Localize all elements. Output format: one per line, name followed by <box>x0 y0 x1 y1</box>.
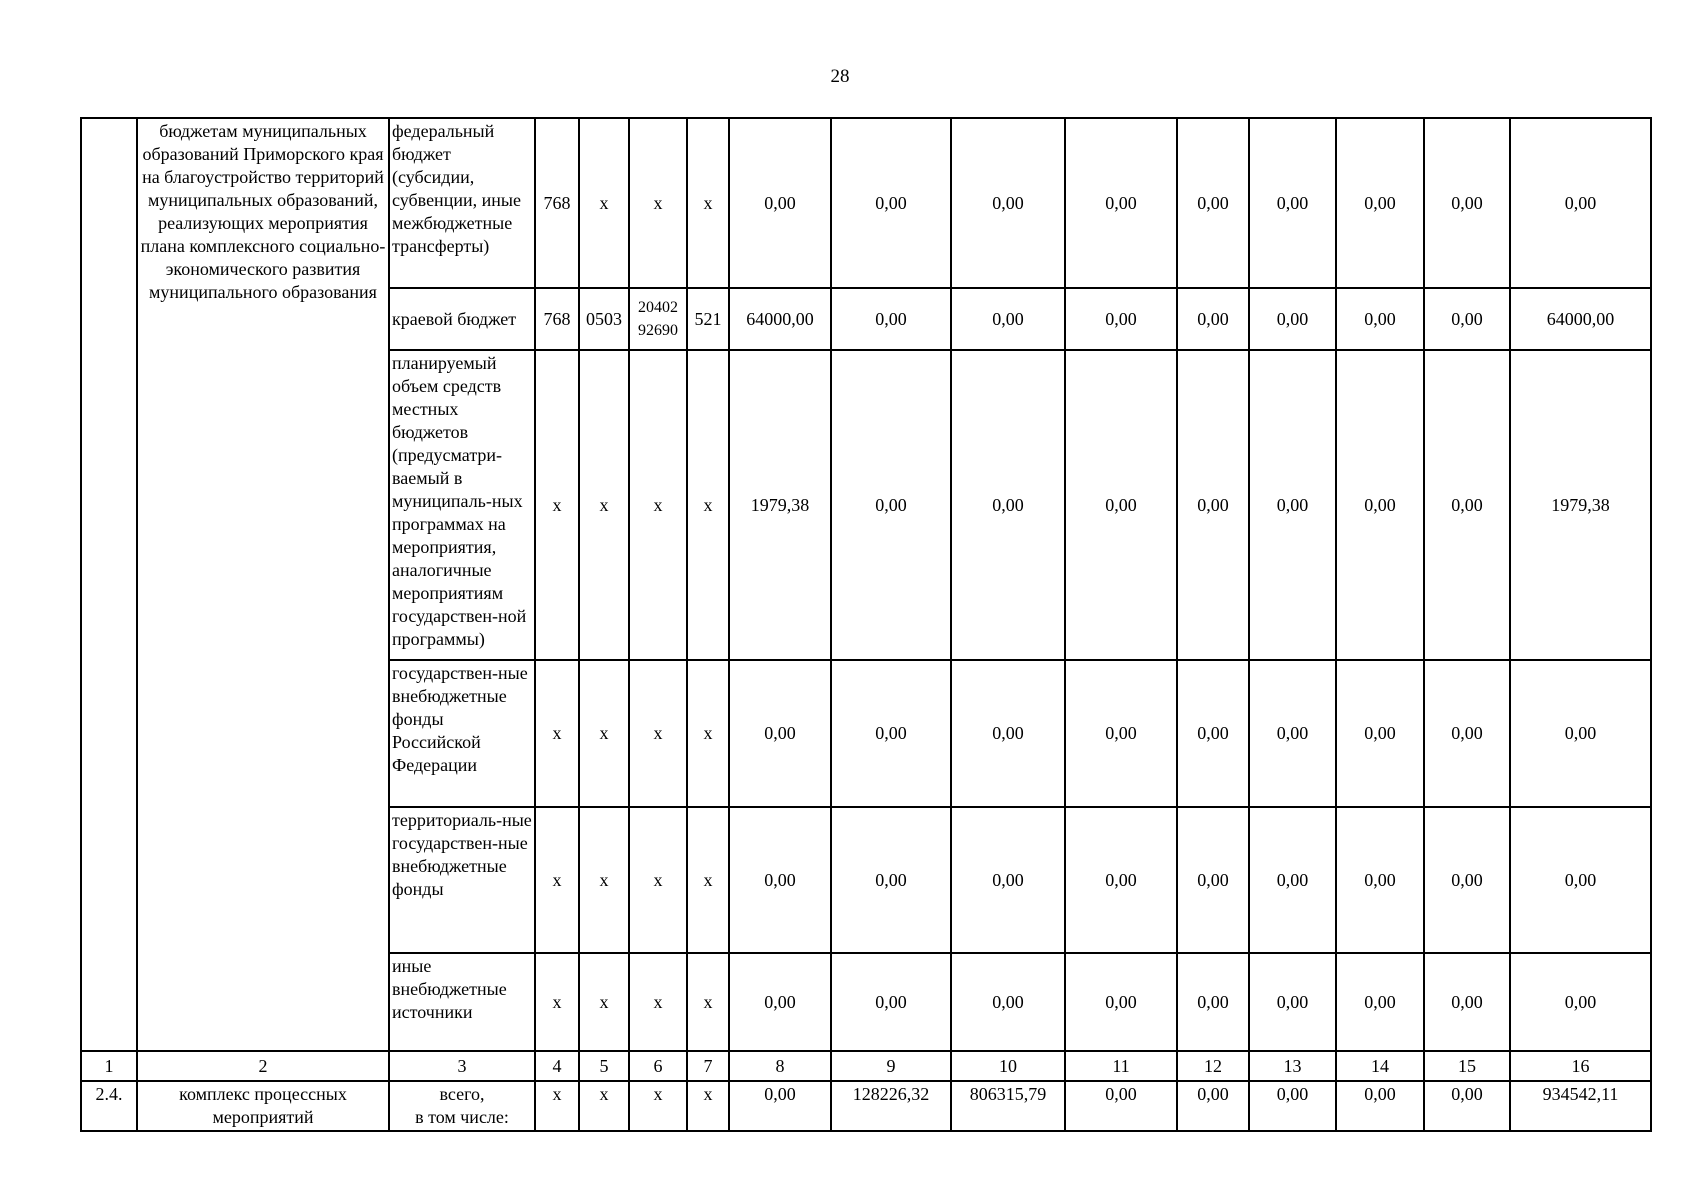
code-cell: х <box>687 1081 729 1131</box>
value-cell: 0,00 <box>831 807 951 953</box>
code-cell: х <box>579 660 629 807</box>
source-line: всего, <box>439 1084 485 1104</box>
total-cell: 934542,11 <box>1510 1081 1651 1131</box>
value-cell: 0,00 <box>729 953 831 1051</box>
value-cell: 0,00 <box>1336 288 1424 350</box>
value-cell: 0,00 <box>1424 807 1510 953</box>
source-cell <box>389 1081 535 1131</box>
value-cell: 0,00 <box>1424 1081 1510 1131</box>
measure-name-cell: бюджетам муниципальных образований Приморского края на благоустройство территорий муниципальных образований, реализующих мероприятия плана комплексного социально-экономического развития муниципального образования <box>137 118 389 1051</box>
value-cell: 0,00 <box>1424 350 1510 660</box>
source-cell: планируемый объем средств местных бюджетов (предусматри-ваемый в муниципаль-ных программах на мероприятия, аналогичные мероприятиям государствен-ной программы) <box>389 350 535 660</box>
source-cell: иные внебюджетные источники <box>389 953 535 1051</box>
code-cell: х <box>629 350 687 660</box>
value-cell: 0,00 <box>1336 118 1424 288</box>
code-cell: х <box>629 118 687 288</box>
code-cell: х <box>535 807 579 953</box>
total-cell: 0,00 <box>1510 807 1651 953</box>
source-cell: территориаль-ные государствен-ные внебюджетные фонды <box>389 807 535 953</box>
value-cell: 0,00 <box>1424 288 1510 350</box>
column-number: 15 <box>1424 1051 1510 1081</box>
value-cell: 0,00 <box>1336 953 1424 1051</box>
column-number: 16 <box>1510 1051 1651 1081</box>
table-row <box>81 118 1651 288</box>
column-number: 4 <box>535 1051 579 1081</box>
column-number: 3 <box>389 1051 535 1081</box>
value-cell: 0,00 <box>1249 288 1336 350</box>
value-cell: 0,00 <box>831 350 951 660</box>
value-cell: 0,00 <box>1065 953 1177 1051</box>
code-cell: 768 <box>535 288 579 350</box>
value-cell: 806315,79 <box>951 1081 1065 1131</box>
column-number: 1 <box>81 1051 137 1081</box>
code-cell: х <box>629 1081 687 1131</box>
code-cell: х <box>535 953 579 1051</box>
value-cell: 0,00 <box>1249 953 1336 1051</box>
value-cell: 0,00 <box>1177 1081 1249 1131</box>
table-row <box>81 1081 1651 1131</box>
value-cell: 0,00 <box>1177 288 1249 350</box>
code-part: 20402 <box>638 299 678 316</box>
column-number: 7 <box>687 1051 729 1081</box>
column-number: 9 <box>831 1051 951 1081</box>
value-cell: 0,00 <box>951 660 1065 807</box>
value-cell: 0,00 <box>831 953 951 1051</box>
value-cell: 0,00 <box>1065 350 1177 660</box>
value-cell: 0,00 <box>951 953 1065 1051</box>
value-cell: 0,00 <box>1065 1081 1177 1131</box>
value-cell: 0,00 <box>1065 288 1177 350</box>
value-cell: 0,00 <box>831 660 951 807</box>
value-cell: 0,00 <box>729 118 831 288</box>
value-cell: 0,00 <box>1336 807 1424 953</box>
row-number: 2.4. <box>81 1081 137 1131</box>
column-number: 14 <box>1336 1051 1424 1081</box>
value-cell: 0,00 <box>1249 660 1336 807</box>
target-article-code <box>629 288 687 350</box>
code-cell: х <box>579 1081 629 1131</box>
value-cell: 0,00 <box>1336 1081 1424 1131</box>
value-cell: 0,00 <box>951 350 1065 660</box>
code-cell: х <box>535 350 579 660</box>
value-cell: 0,00 <box>1249 807 1336 953</box>
total-cell: 0,00 <box>1510 953 1651 1051</box>
code-cell: х <box>687 660 729 807</box>
value-cell: 0,00 <box>1249 118 1336 288</box>
code-cell: х <box>629 807 687 953</box>
code-cell: х <box>535 1081 579 1131</box>
code-cell: х <box>535 660 579 807</box>
value-cell: 0,00 <box>831 118 951 288</box>
value-cell: 0,00 <box>1424 953 1510 1051</box>
code-cell: х <box>629 660 687 807</box>
value-cell: 0,00 <box>1336 660 1424 807</box>
column-number: 5 <box>579 1051 629 1081</box>
source-cell: государствен-ные внебюджетные фонды Российской Федерации <box>389 660 535 807</box>
value-cell: 0,00 <box>1177 118 1249 288</box>
value-cell: 0,00 <box>1065 118 1177 288</box>
value-cell: 128226,32 <box>831 1081 951 1131</box>
code-cell: х <box>687 350 729 660</box>
code-cell: 0503 <box>579 288 629 350</box>
value-cell: 0,00 <box>729 807 831 953</box>
value-cell: 0,00 <box>729 660 831 807</box>
code-cell: 768 <box>535 118 579 288</box>
value-cell: 0,00 <box>831 288 951 350</box>
code-cell: х <box>579 118 629 288</box>
measure-name-cell: комплекс процессных мероприятий <box>137 1081 389 1131</box>
value-cell: 0,00 <box>1177 807 1249 953</box>
value-cell: 0,00 <box>951 118 1065 288</box>
value-cell: 64000,00 <box>729 288 831 350</box>
code-cell: х <box>687 807 729 953</box>
column-number-row <box>81 1051 1651 1081</box>
value-cell: 0,00 <box>1249 350 1336 660</box>
value-cell: 0,00 <box>1177 660 1249 807</box>
column-number: 13 <box>1249 1051 1336 1081</box>
code-cell: х <box>579 350 629 660</box>
code-cell: х <box>579 807 629 953</box>
total-cell: 0,00 <box>1510 660 1651 807</box>
code-cell: х <box>629 953 687 1051</box>
total-cell: 1979,38 <box>1510 350 1651 660</box>
value-cell: 0,00 <box>1177 350 1249 660</box>
source-cell: федеральный бюджет (субсидии, субвенции, иные межбюджетные трансферты) <box>389 118 535 288</box>
code-cell: х <box>687 953 729 1051</box>
column-number: 11 <box>1065 1051 1177 1081</box>
value-cell: 0,00 <box>1249 1081 1336 1131</box>
source-line: в том числе: <box>415 1107 509 1127</box>
source-cell: краевой бюджет <box>389 288 535 350</box>
column-number: 10 <box>951 1051 1065 1081</box>
column-number: 8 <box>729 1051 831 1081</box>
page-number: 28 <box>830 66 850 87</box>
column-number: 6 <box>629 1051 687 1081</box>
column-number: 12 <box>1177 1051 1249 1081</box>
total-cell: 64000,00 <box>1510 288 1651 350</box>
value-cell: 0,00 <box>1336 350 1424 660</box>
value-cell: 1979,38 <box>729 350 831 660</box>
empty-num-cell <box>81 118 137 1051</box>
value-cell: 0,00 <box>1065 807 1177 953</box>
code-cell: х <box>687 118 729 288</box>
code-cell: х <box>579 953 629 1051</box>
value-cell: 0,00 <box>951 807 1065 953</box>
code-part: 92690 <box>638 322 678 339</box>
total-cell: 0,00 <box>1510 118 1651 288</box>
budget-table <box>80 117 1652 1132</box>
value-cell: 0,00 <box>951 288 1065 350</box>
value-cell: 0,00 <box>1424 118 1510 288</box>
value-cell: 0,00 <box>729 1081 831 1131</box>
value-cell: 0,00 <box>1065 660 1177 807</box>
value-cell: 0,00 <box>1424 660 1510 807</box>
column-number: 2 <box>137 1051 389 1081</box>
code-cell: 521 <box>687 288 729 350</box>
value-cell: 0,00 <box>1177 953 1249 1051</box>
